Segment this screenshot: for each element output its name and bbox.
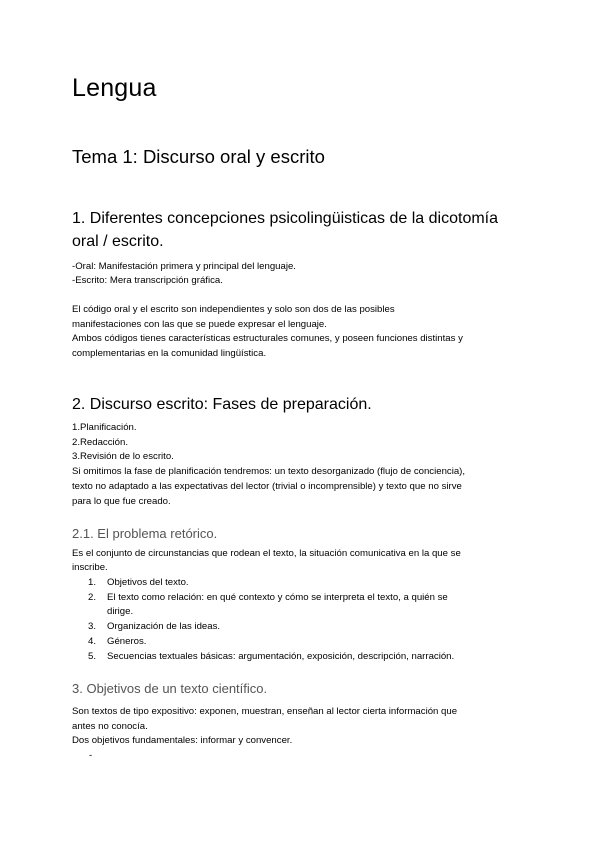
section-1-paragraph-line-1: El código oral y el escrito son independientes y solo son dos de las posibles — [72, 304, 395, 315]
list-item-text: Organización de las ideas. — [107, 621, 221, 632]
document-title: Lengua — [72, 74, 157, 102]
section-3-paragraph-line-2: antes no conocía. — [72, 721, 148, 732]
section-3-paragraph-line-3: Dos objetivos fundamentales: informar y convencer. — [72, 735, 293, 746]
section-2-1-paragraph-line-2: inscribe. — [72, 562, 108, 573]
section-1-paragraph-line-4: complementarias en la comunidad lingüística. — [72, 348, 267, 359]
section-1-heading-line-1: 1. Diferentes concepciones psicolingüisticas de la dicotomía — [72, 210, 499, 227]
section-2-heading: 2. Discurso escrito: Fases de preparación. — [72, 396, 372, 413]
section-1-heading-line-2: oral / escrito. — [72, 233, 164, 250]
list-item-text-continuation: dirige. — [107, 606, 134, 617]
section-2-paragraph-line-2: texto no adaptado a las expectativas del lector (trivial o incomprensible) y texto que no sirve — [72, 481, 462, 492]
list-item-text: Secuencias textuales básicas: argumentación, exposición, descripción, narración. — [107, 651, 455, 662]
phase-1: 1.Planificación. — [72, 422, 137, 433]
definition-escrito: -Escrito: Mera transcripción gráfica. — [72, 275, 223, 286]
section-1-paragraph-line-2: manifestaciones con las que se puede expresar el lenguaje. — [72, 319, 327, 330]
empty-bullet: - — [89, 750, 93, 761]
section-2-paragraph-line-1: Si omitimos la fase de planificación tendremos: un texto desorganizado (flujo de conciencia), — [72, 466, 466, 477]
phase-3: 3.Revisión de lo escrito. — [72, 451, 174, 462]
tema-heading: Tema 1: Discurso oral y escrito — [72, 146, 325, 167]
section-1-paragraph-line-3: Ambos códigos tienes características estructurales comunes, y poseen funciones distintas y — [72, 333, 463, 344]
list-item-text: Géneros. — [107, 636, 147, 647]
section-3-heading: 3. Objetivos de un texto científico. — [72, 681, 268, 696]
section-3-paragraph-line-1: Son textos de tipo expositivo: exponen, muestran, enseñan al lector cierta información que — [72, 706, 458, 717]
section-2-1-paragraph-line-1: Es el conjunto de circunstancias que rodean el texto, la situación comunicativa en la que se — [72, 548, 461, 559]
section-2-1-heading: 2.1. El problema retórico. — [72, 526, 218, 541]
phase-2: 2.Redacción. — [72, 437, 128, 448]
definition-oral: -Oral: Manifestación primera y principal del lenguaje. — [72, 261, 296, 272]
section-2-paragraph-line-3: para lo que fue creado. — [72, 496, 171, 507]
list-item-number: 2. — [87, 592, 96, 603]
list-item-number: 3. — [87, 621, 96, 632]
list-item-text: El texto como relación: en qué contexto y cómo se interpreta el texto, a quién se — [107, 592, 448, 603]
list-item-number: 5. — [87, 651, 96, 662]
list-item-number: 1. — [87, 577, 96, 588]
list-item-number: 4. — [87, 636, 96, 647]
list-item-text: Objetivos del texto. — [107, 577, 189, 588]
